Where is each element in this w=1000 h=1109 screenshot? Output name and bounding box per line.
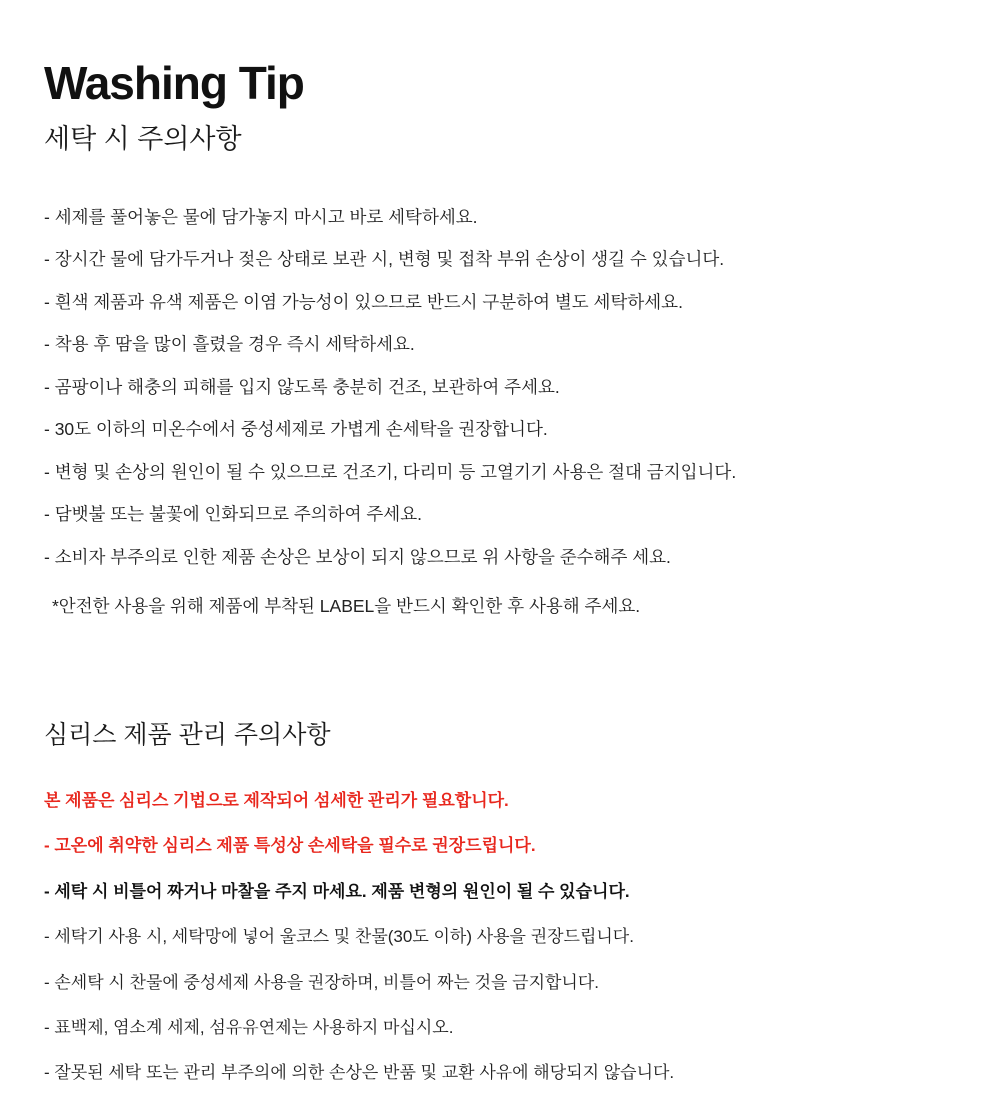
- list-item: - 담뱃불 또는 불꽃에 인화되므로 주의하여 주세요.: [44, 504, 422, 525]
- page-title: Washing Tip: [44, 57, 304, 109]
- list-item: - 표백제, 염소계 세제, 섬유유연제는 사용하지 마십시오.: [44, 1017, 454, 1037]
- care-items-list: [44, 791, 956, 1084]
- list-item: - 착용 후 땀을 많이 흘렸을 경우 즉시 세탁하세요.: [44, 334, 415, 355]
- list-item: - 곰팡이나 해충의 피해를 입지 않도록 충분히 건조, 보관하여 주세요.: [44, 376, 560, 397]
- list-item: - 세제를 풀어놓은 물에 담가놓지 마시고 바로 세탁하세요.: [44, 206, 478, 227]
- list-item: - 세탁 시 비틀어 짜거나 마찰을 주지 마세요. 제품 변형의 원인이 될 수 있습니다.: [44, 881, 630, 901]
- list-item: - 손세탁 시 찬물에 중성세제 사용을 권장하며, 비틀어 짜는 것을 금지합니다.: [44, 972, 599, 992]
- page-subtitle: 세탁 시 주의사항: [44, 123, 242, 154]
- list-item: - 장시간 물에 담가두거나 젖은 상태로 보관 시, 변형 및 접착 부위 손상이 생길 수 있습니다.: [44, 249, 725, 270]
- care-section: [44, 715, 956, 1084]
- washing-tips-list: [44, 207, 956, 617]
- list-item: 본 제품은 심리스 기법으로 제작되어 섬세한 관리가 필요합니다.: [44, 790, 509, 810]
- list-item: - 흰색 제품과 유색 제품은 이염 가능성이 있으므로 반드시 구분하여 별도 세탁하세요.: [44, 291, 683, 312]
- list-item: - 소비자 부주의로 인한 제품 손상은 보상이 되지 않으므로 위 사항을 준수해주 세요.: [44, 546, 671, 567]
- list-item: - 30도 이하의 미온수에서 중성세제로 가볍게 손세탁을 권장합니다.: [44, 419, 548, 440]
- list-item: - 잘못된 세탁 또는 관리 부주의에 의한 손상은 반품 및 교환 사유에 해당되지 않습니다.: [44, 1063, 675, 1083]
- list-item: - 고온에 취약한 심리스 제품 특성상 손세탁을 필수로 권장드립니다.: [44, 836, 536, 856]
- list-item: - 변형 및 손상의 원인이 될 수 있으므로 건조기, 다리미 등 고열기기 사용은 절대 금지입니다.: [44, 461, 737, 482]
- care-section-title: 심리스 제품 관리 주의사항: [44, 720, 331, 749]
- washing-note: *안전한 사용을 위해 제품에 부착된 LABEL을 반드시 확인한 후 사용해 주세요.: [52, 595, 641, 616]
- list-item: - 세탁기 사용 시, 세탁망에 넣어 울코스 및 찬물(30도 이하) 사용을 권장드립니다.: [44, 927, 634, 947]
